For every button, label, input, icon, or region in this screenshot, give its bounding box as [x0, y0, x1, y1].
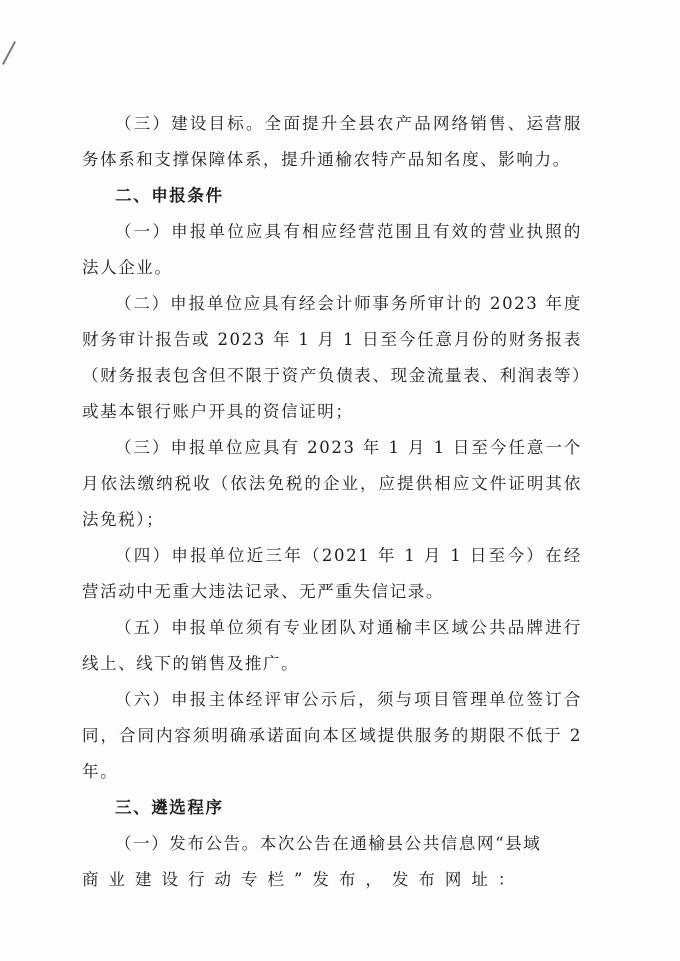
- paragraph-condition-6: （六）申报主体经评审公示后，须与项目管理单位签订合同，合同内容须明确承诺面向本区域提供服务的期限不低于 2 年。: [82, 690, 582, 781]
- heading-application-conditions: 二、申报条件: [115, 186, 224, 205]
- paragraph-condition-4: （四）申报单位近三年（2021 年 1 月 1 日至今）在经营活动中无重大违法记录、无严重失信记录。: [82, 546, 582, 601]
- paragraph-construction-goal: （三）建设目标。全面提升全县农产品网络销售、运营服务体系和支撑保障体系，提升通榆农特产品知名度、影响力。: [82, 114, 582, 169]
- document-body: [82, 106, 582, 898]
- paragraph-procedure-1-continued: 商业建设行动专栏”发布，发布网址：: [82, 870, 525, 889]
- paragraph-condition-3: （三）申报单位应具有 2023 年 1 月 1 日至今任意一个月依法缴纳税收（依法免税的企业，应提供相应文件证明其依法免税）；: [82, 438, 582, 529]
- paragraph-procedure-1: （一）发布公告。本次公告在通榆县公共信息网“县域: [115, 834, 542, 853]
- paragraph-condition-5: （五）申报单位须有专业团队对通榆丰区域公共品牌进行线上、线下的销售及推广。: [82, 618, 582, 673]
- paragraph-condition-2: （二）申报单位应具有经会计师事务所审计的 2023 年度财务审计报告或 2023 年 1 月 1 日至今任意月份的财务报表（财务报表包含但不限于资产负债表、现金流量表、利润表等）或基本银行账户开具的资信证明；: [82, 294, 582, 421]
- heading-selection-procedure: 三、遴选程序: [115, 798, 224, 817]
- paragraph-condition-1: （一）申报单位应具有相应经营范围且有效的营业执照的法人企业。: [82, 222, 582, 277]
- scan-mark: [2, 41, 16, 65]
